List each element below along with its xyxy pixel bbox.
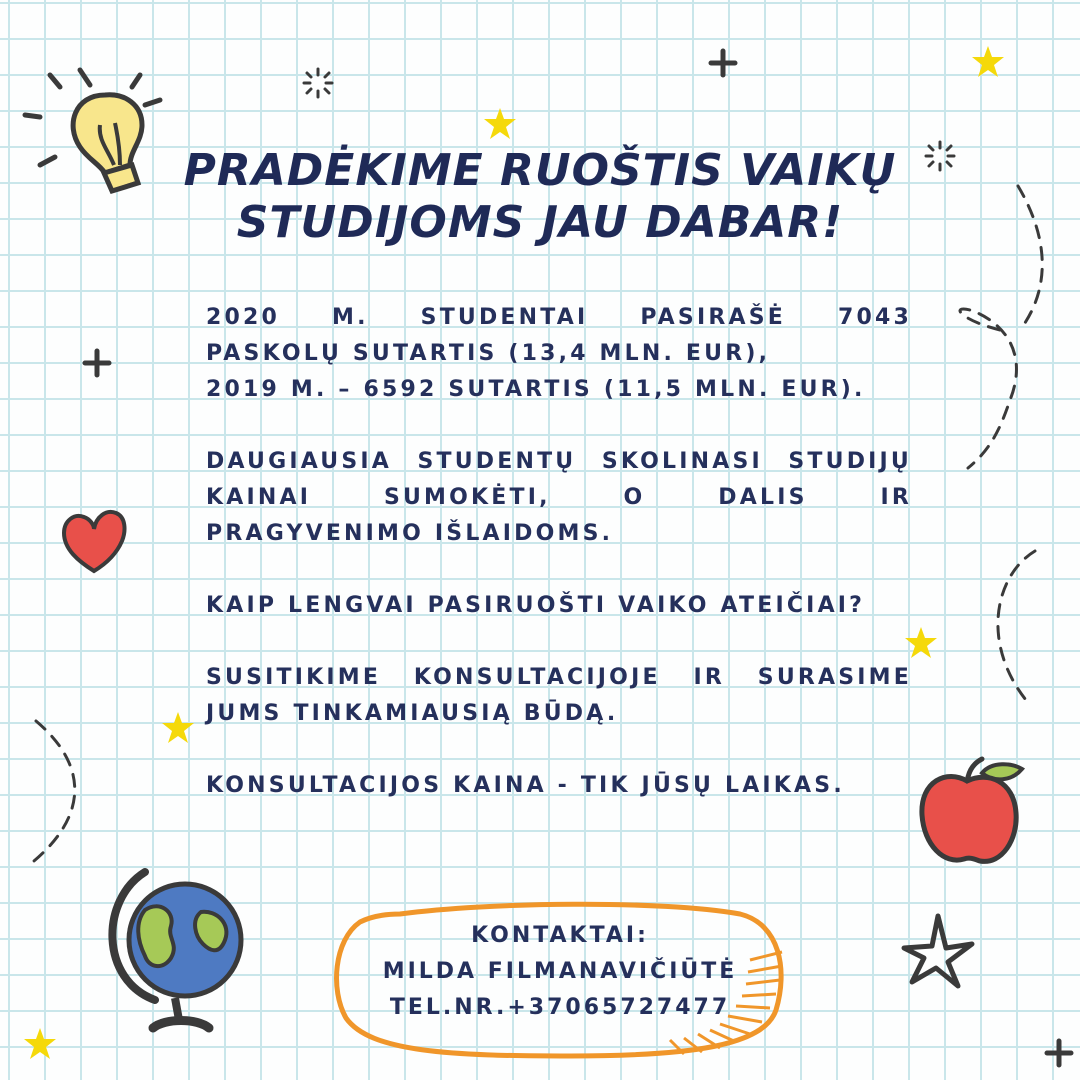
page-title	[150, 145, 930, 249]
title-line-2: STUDIJOMS JAU DABAR!	[236, 197, 844, 248]
text-line: KONSULTACIJOS KAINA - TIK JŪSŲ LAIKAS.	[206, 773, 845, 798]
plus-icon	[1044, 1038, 1074, 1068]
text-line: KAINAI SUMOKĖTI, O DALIS IR	[206, 485, 912, 510]
title-line-1: PRADĖKIME RUOŠTIS VAIKŲ	[183, 145, 897, 196]
text-line: PRAGYVENIMO IŠLAIDOMS.	[206, 521, 614, 546]
paragraph-loans	[206, 300, 912, 408]
sparkle-icon	[298, 65, 338, 101]
dashed-path-decoration	[985, 545, 1045, 715]
contact-name: MILDA FILMANAVIČIŪTĖ	[382, 959, 738, 984]
contact-block	[345, 918, 775, 1026]
text-line: 2020 M. STUDENTAI PASIRAŠĖ 7043	[206, 305, 912, 330]
text-line: JUMS TINKAMIAUSIĄ BŪDĄ.	[206, 701, 619, 726]
star-icon	[970, 44, 1006, 80]
star-icon	[482, 106, 518, 142]
text-line: 2019 M. – 6592 SUTARTIS (11,5 MLN. EUR).	[206, 377, 866, 402]
globe-icon	[105, 860, 255, 1045]
paragraph-price	[206, 768, 912, 804]
dashed-path-decoration	[28, 715, 88, 865]
text-line: KAIP LENGVAI PASIRUOŠTI VAIKO ATEIČIAI?	[206, 593, 866, 618]
paragraph-consultation	[206, 660, 912, 732]
plus-icon	[82, 348, 112, 378]
dashed-path-decoration	[940, 180, 1060, 480]
paragraph-borrowing	[206, 444, 912, 552]
paragraph-question	[206, 588, 912, 624]
text-line: PASKOLŲ SUTARTIS (13,4 MLN. EUR),	[206, 341, 771, 366]
text-line: SUSITIKIME KONSULTACIJOJE IR SURASIME	[206, 665, 912, 690]
star-icon	[22, 1026, 58, 1062]
contact-phone: TEL.NR.+37065727477	[389, 995, 731, 1020]
heart-icon	[58, 505, 130, 577]
text-line: DAUGIAUSIA STUDENTŲ SKOLINASI STUDIJŲ	[206, 449, 912, 474]
plus-icon	[708, 48, 738, 78]
apple-icon	[912, 755, 1032, 875]
contact-heading: KONTAKTAI:	[471, 923, 649, 948]
star-outline-icon	[900, 910, 976, 990]
info-text	[206, 300, 912, 840]
star-icon	[160, 710, 196, 746]
